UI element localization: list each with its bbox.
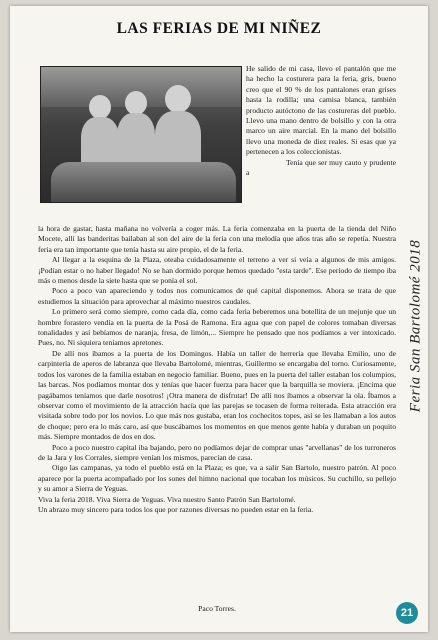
- page-number-badge: 21: [396, 602, 418, 624]
- paragraph: Tenía que ser muy cauto y prudente a: [246, 157, 396, 178]
- photo-child-head: [165, 85, 191, 113]
- photo-toy-car: [51, 162, 236, 202]
- paragraph: Poco a poco nuestro capital iba bajando, pero no podíamos dejar de comprar unas "arvellanas" de los turroneros de la Jara y los Corrales, siempre venían los mismos, parecían de casa.: [38, 442, 396, 462]
- paragraph: Al llegar a la esquina de la Plaza, oteaba cuidadosamente el terreno a ver si veía a algunos de mis amigos. ¡Podían estar o no haber llegado! No se han dormido porque hemos quedado "esta tarde". Ese período de tiempo iba más o menos desde la siete hasta que se ponía el sol.: [38, 255, 396, 286]
- article-title: LAS FERIAS DE MI NIÑEZ: [116, 20, 322, 37]
- paragraph: Poco a poco van apareciendo y todos nos comunicamos de qué capital disponemos. Ahora se trata de que estudiemos la situación para aprovechar al máximo nuestros caudales.: [38, 286, 396, 306]
- photo-child-body: [117, 113, 155, 167]
- side-label: [408, 176, 424, 476]
- paragraph: Oigo las campanas, ya todo el pueblo está en la Plaza; es que, va a salir San Bartolo, nuestro patrón. Al poco aparece por la puerta acompañado por los sones del himno nacional que tocaban los músicos. Su cuchillo, su pellejo y su amor a Sierra de Yeguas.: [38, 463, 396, 494]
- photo-child-body: [81, 117, 119, 167]
- vintage-photo-children-in-car: [40, 66, 242, 203]
- paragraph: He salido de mi casa, llevo el pantalón que me ha hecho la costurera para la feria, gris, bueno creo que el 90 % de los pantalones eran grises hasta la rodilla; una camisa blanca, también producto autóctono de las costureras del pueblo. Llevo una mano dentro de bolsillo y con la otra marco un aire marcial. En la mano del bolsillo llevo una moneda de diez reales. Si esas que ya pertenecen a los coleccionistas.: [246, 64, 396, 157]
- magazine-page: [10, 6, 428, 632]
- photo-child-head: [125, 91, 147, 115]
- paragraph: De allí nos íbamos a la puerta de los Domingos. Había un taller de herrería que llevaba Emilio, uno de carpintería de aperos de labranza que llevaba Bartolomé, mientras, Guillermo se encargaba del torno. Curiosamente, todos los varones de la familia estaban en negocio familiar. Bueno, pues en la puerta del taller estaban los columpios, las barcas. Nos podíamos montar dos y tenías que hacer fuerza para hacer que la barquilla se moviera. ¡Encima que pagábamos teníamos que darle nosotros! ¡Otra manera de disfrutar! De allí nos íbamos a observar la ola. Íbamos a observar como el movimiento de la atracción hacía que las parejas se tocasen de forma reiterada. Esta atracción era visitada sobre todo por los novios. Lo que más nos gustaba, eran los cochecitos topes, así se les llamaban a los autos de choque; pero era lo más caro, así que buscábamos los momentos en que menos gente había y duraban un poquito más. Siempre montados de dos en dos.: [38, 348, 396, 442]
- paragraph: Un abrazo muy sincero para todos los que por razones diversas no pueden estar en la feria.: [38, 504, 314, 514]
- paragraph: Viva la feria 2018. Viva Sierra de Yeguas. Viva nuestro Santo Patrón San Bartolomé.: [38, 494, 296, 504]
- author-signature: Paco Torres.: [198, 604, 236, 613]
- photo-child-head: [89, 95, 111, 119]
- right-column-text: [246, 64, 396, 178]
- article-body: [38, 224, 396, 515]
- paragraph: Lo primero será como siempre, como cada día, como cada feria beberemos una botellita de un mejunje que un hombre forastero vendía en la puerta de la Posá de Ramona. Era agua que con papel de colores tomaban diversas tonalidades y así bebíamos de naranja, fresa, de limón,... Siempre he pensado que nos podíamos a ver intoxicado. Pues, no. Ni siquiera teníamos apretones.: [38, 307, 396, 348]
- paragraph: la hora de gastar, hasta mañana no volvería a coger más. La feria comenzaba en la puerta de la tienda del Niño Mocete, allí las banderitas bailaban al son del aire de la feria con una melodía que años tras año se repetía. Nuestra feria era tan importante que tenía hasta su aire propio, el de la feria.: [38, 224, 396, 254]
- side-label-text: Feria San Bartolomé 2018: [407, 239, 424, 413]
- photo-child-body: [155, 111, 201, 169]
